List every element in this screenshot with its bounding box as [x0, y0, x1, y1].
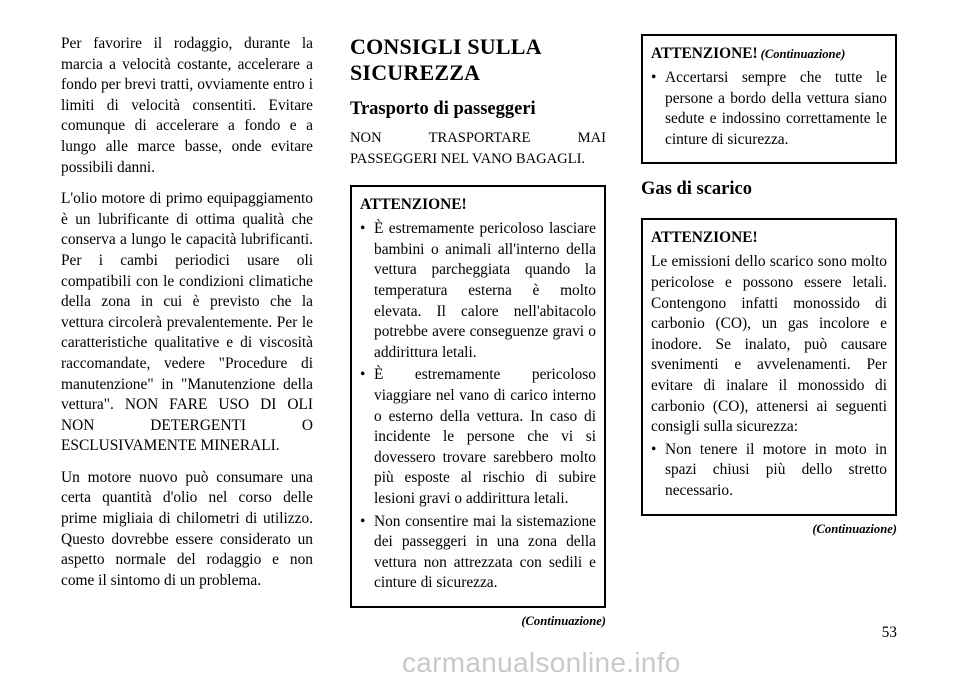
continued-label: (Continuazione) — [760, 47, 846, 61]
bullet-text: Non tenere il motore in moto in spazi chiusi più dello stretto necessario. — [665, 440, 887, 499]
watermark: carmanualsonline.info — [402, 647, 681, 678]
bullet-icon: • — [360, 512, 366, 530]
middle-column — [350, 34, 606, 629]
warning-paragraph: Le emissioni dello scarico sono molto pericolose e possono essere letali. Contengono infatti monossido di carbonio (CO), un gas incolore e inodore. Se inalato, può causare svenimenti e avvelenamenti. Per evitare di inalare il monossido di carbonio (CO), attenersi ai seguenti consigli sulla sicurezza: — [651, 253, 887, 436]
bullet-text: Non consentire mai la sistemazione dei passeggeri in una zona della vettura non attrezzata con sedili e cinture di sicurezza. — [374, 512, 596, 592]
intro-text: NON TRASPORTARE MAI PASSEGGERI NEL VANO BAGAGLI. — [350, 130, 606, 167]
warning-box-passengers — [350, 185, 606, 608]
bullet-icon: • — [360, 220, 366, 238]
warning-bullet — [360, 512, 596, 594]
warning-heading: ATTENZIONE! — [651, 229, 758, 247]
warning-heading-continued — [651, 44, 887, 64]
bullet-text: Accertarsi sempre che tutte le persone a bordo della vettura siano sedute e indossino correttamente le cinture di sicurezza. — [665, 69, 887, 148]
bullet-text: È estremamente pericoloso viaggiare nel vano di carico interno o esterno della vettura. In caso di incidente le persone che vi si dovessero trovare sarebbero molto più esposte al rischio di subire lesioni gravi o addirittura letali. — [374, 366, 596, 507]
paragraph-engine-oil: L'olio motore di primo equipaggiamento è un lubrificante di ottima qualità che conserva a lungo le capacità lubrificanti. Per i cambi periodici usare oli compatibili con le condizioni climatiche della zona in cui è previsto che la vettura circolerà prevalentemente. Per le caratteristiche qualitative e di viscosità raccomandate, vedere "Procedure di manutenzione" in "Manutenzione della vettura". NON FARE USO DI OLI NON DETERGENTI O ESCLUSIVAMENTE MINERALI. — [61, 190, 313, 455]
bullet-icon: • — [360, 366, 366, 384]
subtitle-passengers: Trasporto di passeggeri — [350, 99, 536, 119]
warning-heading: ATTENZIONE! — [360, 196, 467, 214]
bullet-icon: • — [651, 440, 657, 458]
warning-bullet — [360, 219, 596, 363]
paragraph-break-in: Per favorire il rodaggio, durante la marcia a velocità costante, accelerare a fondo per brevi tratti, ovviamente entro i limiti di velocità consentiti. Evitare comunque di accelerare a fondo e a lungo alle marce basse, onde evitare possibili danni. — [61, 35, 313, 176]
warning-box-continued — [641, 34, 897, 164]
warning-heading-text: ATTENZIONE! — [651, 45, 758, 62]
page-number: 53 — [881, 624, 897, 641]
section-title: CONSIGLI SULLA SICUREZZA — [350, 34, 541, 85]
warning-bullet — [360, 365, 596, 509]
warning-bullet — [651, 68, 887, 150]
warning-list — [651, 440, 887, 502]
warning-list — [651, 68, 887, 150]
bullet-icon: • — [651, 69, 657, 86]
continuation-note: (Continuazione) — [521, 613, 606, 628]
warning-box-exhaust — [641, 218, 897, 515]
right-column — [641, 34, 897, 537]
warning-bullet — [651, 440, 887, 502]
left-column — [61, 34, 313, 602]
paragraph-oil-consumption: Un motore nuovo può consumare una certa quantità d'olio nel corso delle prime migliaia di chilometri di utilizzo. Questo dovrebbe essere considerato un aspetto normale del rodaggio e non come il sintomo di un problema. — [61, 468, 313, 589]
continuation-note: (Continuazione) — [812, 521, 897, 536]
warning-list — [360, 219, 596, 594]
bullet-text: È estremamente pericoloso lasciare bambini o animali all'interno della vettura parcheggiata quando la temperatura esterna è molto elevata. Il calore nell'abitacolo potrebbe avere conseguenze gravi o addirittura letali. — [374, 220, 596, 361]
subtitle-exhaust: Gas di scarico — [641, 179, 752, 200]
